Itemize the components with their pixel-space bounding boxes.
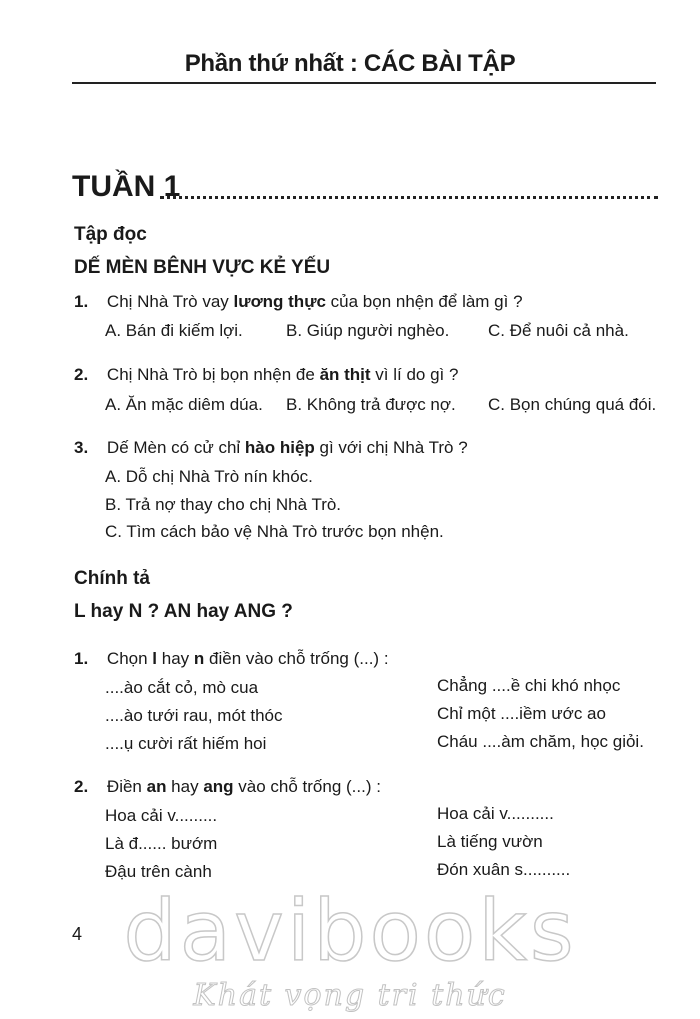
question-keyword: hào hiệp <box>244 438 315 457</box>
reading-question-2 <box>74 365 458 385</box>
poem-line: Hoa cải v......... <box>105 806 218 825</box>
option-2b: B. Không trả được nợ. <box>286 395 456 414</box>
question-number: 1. <box>74 649 89 668</box>
spelling-question-2 <box>74 777 381 797</box>
spelling-topic-letter: N <box>128 601 143 622</box>
question-text-end: vào chỗ trống (...) : <box>233 777 381 796</box>
header-rule <box>72 82 656 84</box>
reading-section-title: Tập đọc <box>74 224 147 245</box>
question-keyword: lương thực <box>233 292 326 311</box>
spelling-topic-part: ? AN hay ANG ? <box>142 601 293 622</box>
question-text-end: điền vào chỗ trống (...) : <box>204 649 389 668</box>
page-header-title: Phần thứ nhất : CÁC BÀI TẬP <box>184 50 516 77</box>
question-number: 3. <box>74 438 89 457</box>
question-text: Chị Nhà Trò bị bọn nhện đe <box>106 365 320 384</box>
poem-line: Là đ...... bướm <box>105 834 218 853</box>
spelling-question-1 <box>74 649 389 669</box>
poem-line: ....ụ cười rất hiếm hoi <box>105 734 267 753</box>
reading-question-3 <box>74 438 468 458</box>
poem-line: ....ào cắt cỏ, mò cua <box>105 678 259 697</box>
question-keyword: an <box>146 777 167 796</box>
poem-line: Cháu ....àm chăm, học giỏi. <box>437 732 644 751</box>
question-number: 2. <box>74 777 89 796</box>
question-keyword: ang <box>203 777 234 796</box>
question-text-end: gì với chị Nhà Trò ? <box>314 438 468 457</box>
story-title: DẾ MÈN BÊNH VỰC KẺ YẾU <box>74 257 331 278</box>
option-2c: C. Bọn chúng quá đói. <box>488 395 657 414</box>
watermark-slogan: Khát vọng tri thức <box>193 978 507 1013</box>
poem-line: Chẳng ....ề chi khó nhọc <box>437 676 621 695</box>
week-title: TUẦN 1 <box>72 170 181 203</box>
spelling-section-title: Chính tả <box>74 568 150 589</box>
question-number: 2. <box>74 365 89 384</box>
question-number: 1. <box>74 292 89 311</box>
question-text-end: vì lí do gì ? <box>370 365 459 384</box>
poem-line: ....ào tưới rau, mót thóc <box>105 706 283 725</box>
question-keyword: l <box>152 649 158 668</box>
page-number: 4 <box>72 924 83 944</box>
question-keyword: ăn thịt <box>319 365 371 384</box>
question-text: Dế Mèn có cử chỉ <box>106 438 245 457</box>
option-3a: A. Dỗ chị Nhà Trò nín khóc. <box>105 467 313 486</box>
poem-line: Hoa cải v.......... <box>437 804 554 823</box>
poem-line: Chỉ một ....iềm ước ao <box>437 704 606 723</box>
spelling-topic <box>74 601 293 623</box>
question-text: Điền <box>106 777 147 796</box>
week-dotted-line <box>160 196 658 199</box>
poem-line: Là tiếng vườn <box>437 832 543 851</box>
watermark-brand: davibooks <box>123 882 577 980</box>
spelling-topic-part: L hay <box>74 601 129 622</box>
option-1c: C. Để nuôi cả nhà. <box>488 321 629 340</box>
question-text-end: của bọn nhện để làm gì ? <box>325 292 523 311</box>
question-text: Chị Nhà Trò vay <box>106 292 234 311</box>
question-text: Chọn <box>106 649 153 668</box>
option-1b: B. Giúp người nghèo. <box>286 321 450 340</box>
question-text: hay <box>166 777 204 796</box>
reading-question-1 <box>74 292 523 312</box>
option-2a: A. Ăn mặc diêm dúa. <box>105 395 263 414</box>
option-3b: B. Trả nợ thay cho chị Nhà Trò. <box>105 495 342 514</box>
poem-line: Đón xuân s.......... <box>437 860 571 879</box>
question-text: hay <box>157 649 194 668</box>
question-keyword: n <box>193 649 205 668</box>
option-1a: A. Bán đi kiếm lợi. <box>105 321 243 340</box>
option-3c: C. Tìm cách bảo vệ Nhà Trò trước bọn nhện. <box>105 522 444 541</box>
poem-line: Đậu trên cành <box>105 862 212 881</box>
